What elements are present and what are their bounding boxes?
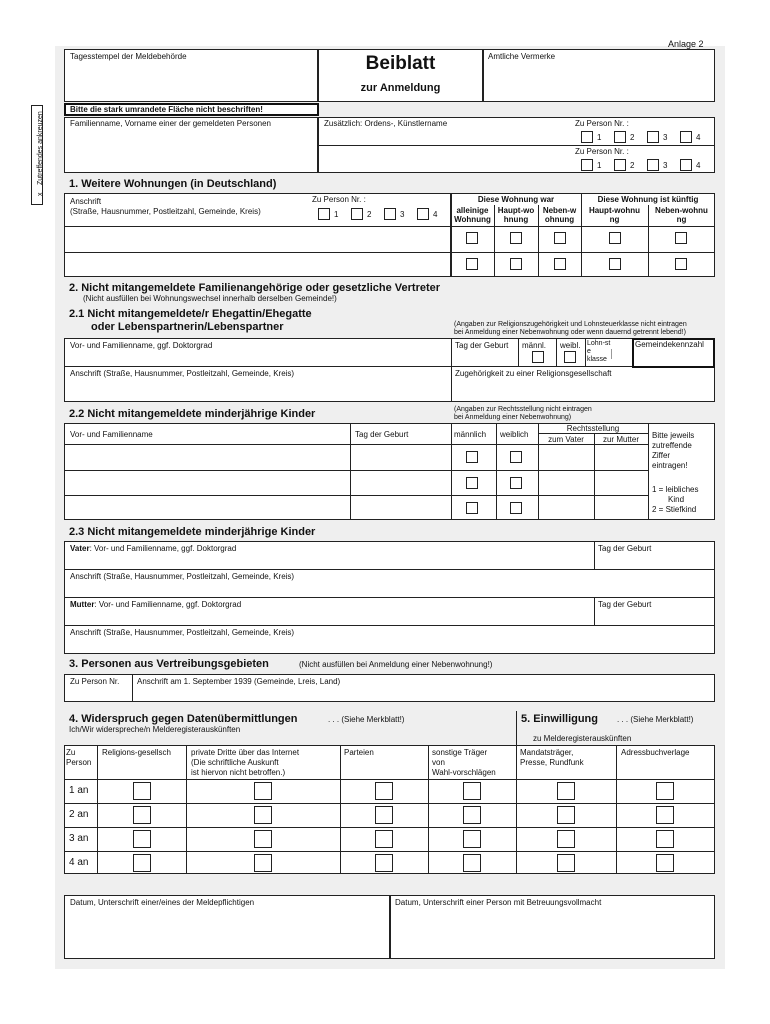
section-1-title: 1. Weitere Wohnungen (in Deutschland) <box>69 178 277 190</box>
s22-hint-2: zutreffende <box>652 441 692 450</box>
r1-other-checkbox[interactable] <box>463 782 481 800</box>
divider <box>594 597 595 625</box>
s21-female-label: weibl. <box>560 341 581 350</box>
col-person-2: Person <box>66 758 92 767</box>
s22-key-2: 2 = Stiefkind <box>652 505 697 514</box>
s1-r1-future-side-checkbox[interactable] <box>675 232 687 244</box>
s3-person-label: Zu Person Nr. <box>70 677 120 686</box>
r3-other-checkbox[interactable] <box>463 830 481 848</box>
divider <box>64 252 451 253</box>
col-header: Neben-wohnu <box>655 206 708 215</box>
r3-mandate-checkbox[interactable] <box>557 830 575 848</box>
r2-other-checkbox[interactable] <box>463 806 481 824</box>
r3-private-checkbox[interactable] <box>254 830 272 848</box>
row-label: 2 an <box>69 809 89 820</box>
s21-address-label: Anschrift (Straße, Hausnummer, Postleitzahl, Gemeinde, Kreis) <box>70 369 295 378</box>
s1-r1-side-checkbox[interactable] <box>554 232 566 244</box>
r2-parties-checkbox[interactable] <box>375 806 393 824</box>
person-no-label-2: Zu Person Nr. : <box>575 147 629 156</box>
row-label: 4 an <box>69 857 89 868</box>
section-2-subtitle: (Nicht ausfüllen bei Wohnungswechsel innerhalb derselben Gemeinde!) <box>83 294 337 303</box>
r2-address-book-checkbox[interactable] <box>656 806 674 824</box>
section-3-note: (Nicht ausfüllen bei Anmeldung einer Nebenwohnung!) <box>299 660 493 669</box>
s21-name-input[interactable] <box>70 352 446 364</box>
col-other-3: Wahl-vorschlägen <box>432 768 496 777</box>
s22-r2-female-checkbox[interactable] <box>510 477 522 489</box>
col-header: hnung <box>503 215 529 224</box>
divider <box>132 674 133 702</box>
s21-religion-input[interactable] <box>455 380 710 398</box>
r4-parties-checkbox[interactable] <box>375 854 393 872</box>
section-3-title: 3. Personen aus Vertreibungsgebieten <box>69 658 269 670</box>
num-label: 2 <box>630 161 635 170</box>
signature-label-right: Datum, Unterschrift einer Person mit Betreuungsvollmacht <box>395 898 602 907</box>
section-5-title: 5. Einwilligung <box>521 713 598 725</box>
divider <box>97 745 98 874</box>
s21-birth-label: Tag der Geburt <box>455 341 509 350</box>
divider <box>186 745 187 874</box>
col-mandate-2: Presse, Rundfunk <box>520 758 584 767</box>
col-header: Neben-w <box>542 206 577 215</box>
divider <box>64 827 715 828</box>
s22-r3-female-checkbox[interactable] <box>510 502 522 514</box>
divider <box>64 597 715 598</box>
s1-address-input-1[interactable] <box>70 230 445 248</box>
s21-name-label: Vor- und Familienname, ggf. Doktorgrad <box>70 341 213 350</box>
num-label: 4 <box>433 210 438 219</box>
s1-person-no: Zu Person Nr. : <box>312 195 366 204</box>
num-label: 3 <box>400 210 405 219</box>
s23-father-label <box>70 544 236 553</box>
divider <box>64 226 451 227</box>
num-label: 2 <box>630 133 635 142</box>
side-label-text: Zutreffendes ankreuzen <box>37 111 44 185</box>
divider <box>350 423 351 520</box>
r1-parties-checkbox[interactable] <box>375 782 393 800</box>
s23-father-birth-label: Tag der Geburt <box>598 544 652 553</box>
stamp-label: Tagesstempel der Meldebehörde <box>70 52 187 61</box>
notice-text: Bitte die stark umrandete Fläche nicht beschriften! <box>70 105 263 114</box>
name2-person-4-checkbox[interactable] <box>680 159 692 171</box>
s21-note-2: bei Anmeldung einer Nebenwohnung oder wenn dauernd getrennt lebend!) <box>454 329 686 336</box>
s1-address-label: Anschrift <box>70 197 102 206</box>
s1-person-4-checkbox[interactable] <box>417 208 429 220</box>
divider <box>340 745 341 874</box>
s21-female-checkbox[interactable] <box>564 351 576 363</box>
divider <box>451 423 452 520</box>
divider <box>496 423 497 520</box>
name1-person-3-checkbox[interactable] <box>647 131 659 143</box>
divider <box>594 541 595 569</box>
form-subtitle: zur Anmeldung <box>360 82 441 94</box>
s3-address-label: Anschrift am 1. September 1939 (Gemeinde, Lreis, Land) <box>137 677 341 686</box>
section-4-title: 4. Widerspruch gegen Datenübermittlungen <box>69 713 298 725</box>
s1-r2-side-checkbox[interactable] <box>554 258 566 270</box>
s21-note-1: (Angaben zur Religionszugehörigkeit und Lohnsteuerklasse nicht eintragen <box>454 321 687 328</box>
col-header: ng <box>676 215 687 224</box>
col-header: Haupt-wo <box>497 206 535 215</box>
s23-mother-address-label: Anschrift (Straße, Hausnummer, Postleitzahl, Gemeinde, Kreis) <box>70 628 295 637</box>
section-4-sub: Ich/Wir widerspreche/n Melderegisterauskünften <box>69 725 241 734</box>
divider <box>616 745 617 874</box>
s22-note-2: bei Anmeldung einer Nebenwohnung) <box>454 414 572 421</box>
divider <box>428 745 429 874</box>
num-label: 1 <box>597 161 602 170</box>
s22-hint-4: eintragen! <box>652 461 688 470</box>
s21-male-label: männl. <box>522 341 547 350</box>
section-21-title-2: oder Lebenspartnerin/Lebenspartner <box>91 321 284 333</box>
col-address-book: Adressbuchverlage <box>621 748 690 757</box>
r4-religion-checkbox[interactable] <box>133 854 151 872</box>
family-name-label: Familienname, Vorname einer der gemeldeten Personen <box>70 119 272 128</box>
s22-r2-male-checkbox[interactable] <box>466 477 478 489</box>
r3-address-book-checkbox[interactable] <box>656 830 674 848</box>
name1-person-4-checkbox[interactable] <box>680 131 692 143</box>
col-religion: Religions-gesellsch <box>102 748 171 757</box>
s1-was-title: Diese Wohnung war <box>477 195 555 204</box>
col-other-1: sonstige Träger <box>432 748 488 757</box>
r4-mandate-checkbox[interactable] <box>557 854 575 872</box>
s1-will-title: Diese Wohnung ist künftig <box>597 195 699 204</box>
s22-r1-female-checkbox[interactable] <box>510 451 522 463</box>
form-title: Beiblatt <box>365 53 436 74</box>
divider <box>594 433 595 520</box>
s1-person-3-checkbox[interactable] <box>384 208 396 220</box>
divider <box>516 745 517 874</box>
r4-private-checkbox[interactable] <box>254 854 272 872</box>
s23-father-bold: Vater <box>70 544 90 553</box>
s22-name-label: Vor- und Familienname <box>70 430 153 439</box>
col-person-1: Zu <box>66 748 76 757</box>
num-label: 3 <box>663 161 668 170</box>
num-label: 3 <box>663 133 668 142</box>
s1-r2-alone-checkbox[interactable] <box>466 258 478 270</box>
r2-mandate-checkbox[interactable] <box>557 806 575 824</box>
official-notes-label: Amtliche Vermerke <box>488 52 556 61</box>
divider <box>518 338 519 366</box>
s1-r1-main-checkbox[interactable] <box>510 232 522 244</box>
col-other-2: von <box>432 758 445 767</box>
section-5-sub: zu Melderegisterauskünften <box>533 734 632 743</box>
r1-religion-checkbox[interactable] <box>133 782 151 800</box>
side-label-mark: x <box>37 192 44 196</box>
annex-label: Anlage 2 <box>668 39 704 49</box>
s23-mother-label <box>70 600 241 609</box>
num-label: 4 <box>696 133 701 142</box>
name1-person-1-checkbox[interactable] <box>581 131 593 143</box>
s22-female-label: weiblich <box>500 430 529 439</box>
extra-name-label: Zusätzlich: Ordens-, Künstlername <box>324 119 448 128</box>
s21-tax-label-3: klasse <box>587 356 607 363</box>
s22-key-1a: 1 = leibliches <box>652 485 699 494</box>
s22-male-label: männlich <box>454 430 487 439</box>
s22-r1-male-checkbox[interactable] <box>466 451 478 463</box>
s21-tax-label-1: Lohn-st <box>587 340 611 347</box>
divider <box>64 495 648 496</box>
name2-person-3-checkbox[interactable] <box>647 159 659 171</box>
num-label: 1 <box>334 210 339 219</box>
divider <box>451 226 715 227</box>
s22-hint-1: Bitte jeweils <box>652 431 695 440</box>
col-header: Haupt-wohnu <box>588 206 641 215</box>
divider <box>451 338 452 402</box>
s22-legal-label: Rechtsstellung <box>566 424 620 433</box>
s23-mother-bold: Mutter <box>70 600 95 609</box>
r1-private-checkbox[interactable] <box>254 782 272 800</box>
s22-to-mother: zur Mutter <box>602 435 639 444</box>
s21-religion-label: Zugehörigkeit zu einer Religionsgesellschaft <box>455 369 612 378</box>
section-21-title-1: 2.1 Nicht mitangemeldete/r Ehegattin/Ehegatte <box>69 308 312 320</box>
r1-address-book-checkbox[interactable] <box>656 782 674 800</box>
col-header: ohnung <box>544 215 575 224</box>
r4-other-checkbox[interactable] <box>463 854 481 872</box>
s1-person-1-checkbox[interactable] <box>318 208 330 220</box>
s21-tax-label-2: e <box>587 348 591 355</box>
divider <box>64 779 715 780</box>
num-label: 4 <box>696 161 701 170</box>
col-header: Wohnung <box>454 215 491 224</box>
section-5-see: . . . (Siehe Merkblatt!) <box>617 715 694 724</box>
row-label: 3 an <box>69 833 89 844</box>
s1-person-2-checkbox[interactable] <box>351 208 363 220</box>
s1-r1-alone-checkbox[interactable] <box>466 232 478 244</box>
divider <box>64 803 715 804</box>
col-private-2: (Die schriftliche Auskunft <box>191 758 279 767</box>
s1-address-sub: (Straße, Hausnummer, Postleitzahl, Gemeinde, Kreis) <box>70 207 261 216</box>
s1-r1-future-main-checkbox[interactable] <box>609 232 621 244</box>
col-private-3: ist hiervon nicht betroffen.) <box>191 768 286 777</box>
r4-address-book-checkbox[interactable] <box>656 854 674 872</box>
divider <box>64 569 715 570</box>
num-label: 2 <box>367 210 372 219</box>
s1-r2-future-side-checkbox[interactable] <box>675 258 687 270</box>
s21-address-input[interactable] <box>70 380 446 398</box>
name2-person-1-checkbox[interactable] <box>581 159 593 171</box>
divider <box>64 625 715 626</box>
section-4-see: . . . (Siehe Merkblatt!) <box>328 715 405 724</box>
divider <box>64 851 715 852</box>
person-no-label-1: Zu Person Nr. : <box>575 119 629 128</box>
divider <box>318 145 715 146</box>
divider <box>648 423 649 520</box>
s23-father-address-label: Anschrift (Straße, Hausnummer, Postleitzahl, Gemeinde, Kreis) <box>70 572 295 581</box>
r2-religion-checkbox[interactable] <box>133 806 151 824</box>
col-mandate-1: Mandatsträger, <box>520 748 574 757</box>
s22-key-1b: Kind <box>668 495 685 504</box>
s22-birth-label: Tag der Geburt <box>355 430 409 439</box>
col-private-1: private Dritte über das Internet <box>191 748 300 757</box>
r1-mandate-checkbox[interactable] <box>557 782 575 800</box>
r2-private-checkbox[interactable] <box>254 806 272 824</box>
section-22-title: 2.2 Nicht mitangemeldete minderjährige Kinder <box>69 408 316 420</box>
col-header: ng <box>609 215 620 224</box>
r3-religion-checkbox[interactable] <box>133 830 151 848</box>
s22-note-1: (Angaben zur Rechtsstellung nicht eintragen <box>454 406 592 413</box>
col-header: alleinige <box>456 206 489 215</box>
s1-address-input-2[interactable] <box>70 256 445 274</box>
s22-hint-3: Ziffer <box>652 451 671 460</box>
num-label: 1 <box>597 133 602 142</box>
s21-male-checkbox[interactable] <box>532 351 544 363</box>
signature-label-left: Datum, Unterschrift einer/eines der Meldepflichtigen <box>70 898 255 907</box>
divider <box>516 711 517 745</box>
divider <box>585 338 586 366</box>
s22-r3-male-checkbox[interactable] <box>466 502 478 514</box>
divider <box>451 252 715 253</box>
r3-parties-checkbox[interactable] <box>375 830 393 848</box>
s1-r2-main-checkbox[interactable] <box>510 258 522 270</box>
s21-municipality-label: Gemeindekennzahl <box>635 340 704 349</box>
s21-tax-input[interactable] <box>611 349 619 359</box>
col-parties: Parteien <box>344 748 374 757</box>
s1-r2-future-main-checkbox[interactable] <box>609 258 621 270</box>
row-label: 1 an <box>69 785 89 796</box>
s22-to-father: zum Vater <box>548 435 584 444</box>
divider <box>556 338 557 366</box>
section-2-title: 2. Nicht mitangemeldete Familienangehörige oder gesetzliche Vertreter <box>69 282 441 294</box>
section-23-title: 2.3 Nicht mitangemeldete minderjährige Kinder <box>69 526 316 538</box>
divider <box>64 366 715 367</box>
s23-father-rest: : Vor- und Familienname, ggf. Doktorgrad <box>89 544 237 553</box>
name1-person-2-checkbox[interactable] <box>614 131 626 143</box>
name2-person-2-checkbox[interactable] <box>614 159 626 171</box>
s23-mother-birth-label: Tag der Geburt <box>598 600 652 609</box>
divider <box>64 470 648 471</box>
s23-mother-rest: : Vor- und Familienname, ggf. Doktorgrad <box>94 600 242 609</box>
